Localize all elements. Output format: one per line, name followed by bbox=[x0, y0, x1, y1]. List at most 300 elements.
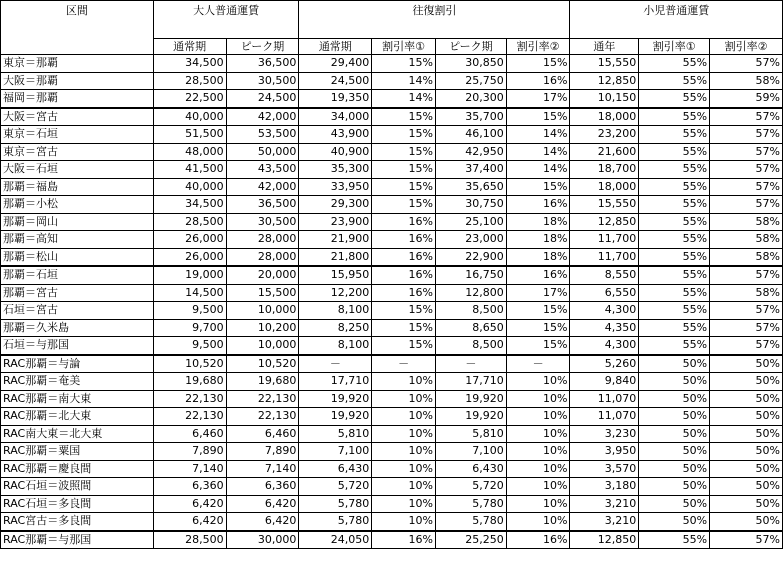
fare-cell: 9,500 bbox=[153, 337, 226, 355]
fare-cell: 34,500 bbox=[153, 196, 226, 214]
fare-cell: 10% bbox=[506, 478, 570, 496]
fare-cell: 55% bbox=[639, 196, 710, 214]
fare-cell: 10% bbox=[506, 390, 570, 408]
fare-cell: 30,850 bbox=[435, 55, 506, 73]
fare-cell: 5,780 bbox=[435, 495, 506, 513]
subheader-child-discount2: 割引率② bbox=[710, 39, 783, 55]
fare-cell: 57% bbox=[710, 337, 783, 355]
fare-cell: 57% bbox=[710, 302, 783, 320]
fare-cell: 19,920 bbox=[435, 408, 506, 426]
fare-cell: 55% bbox=[639, 55, 710, 73]
fare-cell: 48,000 bbox=[153, 143, 226, 161]
header-route: 区間 bbox=[1, 1, 154, 55]
fare-cell: 50% bbox=[710, 513, 783, 531]
fare-cell: 10% bbox=[372, 408, 436, 426]
fare-cell: 55% bbox=[639, 90, 710, 108]
table-row bbox=[1, 390, 783, 408]
fare-cell: 23,200 bbox=[570, 126, 639, 144]
fare-cell: 55% bbox=[639, 266, 710, 284]
fare-cell: 30,750 bbox=[435, 196, 506, 214]
fare-cell: 15% bbox=[372, 302, 436, 320]
fare-cell: 28,500 bbox=[153, 72, 226, 90]
fare-cell: 20,300 bbox=[435, 90, 506, 108]
route-cell: RAC石垣＝波照間 bbox=[1, 478, 154, 496]
fare-cell: 8,500 bbox=[435, 337, 506, 355]
fare-cell: 58% bbox=[710, 248, 783, 266]
fare-cell: 10,200 bbox=[226, 319, 299, 337]
table-row bbox=[1, 231, 783, 249]
table-row bbox=[1, 355, 783, 373]
route-cell: RAC那覇＝北大東 bbox=[1, 408, 154, 426]
fare-cell: 55% bbox=[639, 302, 710, 320]
fare-cell: 15% bbox=[372, 161, 436, 179]
route-cell: 石垣＝与那国 bbox=[1, 337, 154, 355]
fare-cell: 50% bbox=[710, 478, 783, 496]
fare-cell: 55% bbox=[639, 143, 710, 161]
header-adult-fare: 大人普通運賃 bbox=[153, 1, 299, 39]
fare-cell: 58% bbox=[710, 72, 783, 90]
fare-cell: 10% bbox=[372, 443, 436, 461]
fare-cell: 29,400 bbox=[299, 55, 372, 73]
fare-cell: 19,350 bbox=[299, 90, 372, 108]
fare-cell: 22,130 bbox=[226, 408, 299, 426]
fare-cell: 5,720 bbox=[299, 478, 372, 496]
table-row bbox=[1, 460, 783, 478]
fare-cell: 21,600 bbox=[570, 143, 639, 161]
fare-cell: 7,140 bbox=[153, 460, 226, 478]
subheader-rt-discount2: 割引率② bbox=[506, 39, 570, 55]
fare-cell: 5,810 bbox=[299, 425, 372, 443]
fare-cell: 57% bbox=[710, 108, 783, 126]
header-child-fare: 小児普通運賃 bbox=[570, 1, 783, 39]
route-cell: 那覇＝宮古 bbox=[1, 284, 154, 302]
fare-cell: 15% bbox=[506, 319, 570, 337]
table-row bbox=[1, 196, 783, 214]
fare-cell: 14% bbox=[372, 90, 436, 108]
fare-cell: 53,500 bbox=[226, 126, 299, 144]
fare-cell: 50% bbox=[710, 408, 783, 426]
fare-cell: 15% bbox=[506, 108, 570, 126]
fare-cell: 29,300 bbox=[299, 196, 372, 214]
fare-cell: 15,550 bbox=[570, 55, 639, 73]
fare-cell: 20,000 bbox=[226, 266, 299, 284]
fare-cell: 16% bbox=[372, 531, 436, 549]
fare-cell: 5,810 bbox=[435, 425, 506, 443]
fare-cell: 6,460 bbox=[226, 425, 299, 443]
table-row bbox=[1, 284, 783, 302]
fare-cell: 42,950 bbox=[435, 143, 506, 161]
fare-cell: 6,420 bbox=[153, 513, 226, 531]
fare-cell: 19,680 bbox=[153, 373, 226, 391]
fare-cell: 23,900 bbox=[299, 213, 372, 231]
fare-cell: 34,500 bbox=[153, 55, 226, 73]
route-cell: RAC宮古＝多良間 bbox=[1, 513, 154, 531]
fare-cell: 14% bbox=[506, 143, 570, 161]
fare-cell: 50,000 bbox=[226, 143, 299, 161]
fare-cell: 15% bbox=[506, 178, 570, 196]
subheader-child-discount1: 割引率① bbox=[639, 39, 710, 55]
fare-cell: 21,900 bbox=[299, 231, 372, 249]
fare-cell: 16% bbox=[506, 72, 570, 90]
fare-cell: 19,920 bbox=[299, 408, 372, 426]
route-cell: RAC那覇＝粟国 bbox=[1, 443, 154, 461]
fare-cell: 3,230 bbox=[570, 425, 639, 443]
fare-cell: 15% bbox=[506, 55, 570, 73]
fare-cell: 12,850 bbox=[570, 72, 639, 90]
fare-cell: 10,000 bbox=[226, 302, 299, 320]
table-row bbox=[1, 72, 783, 90]
fare-cell: 18,700 bbox=[570, 161, 639, 179]
fare-cell: 55% bbox=[639, 72, 710, 90]
subheader-adult-regular: 通常期 bbox=[153, 39, 226, 55]
fare-cell: 19,680 bbox=[226, 373, 299, 391]
fare-cell: 40,000 bbox=[153, 108, 226, 126]
fare-cell: 50% bbox=[639, 495, 710, 513]
fare-cell: 58% bbox=[710, 284, 783, 302]
fare-cell: 55% bbox=[639, 231, 710, 249]
fare-cell: 9,840 bbox=[570, 373, 639, 391]
route-cell: RAC那覇＝慶良間 bbox=[1, 460, 154, 478]
fare-cell: 10% bbox=[372, 495, 436, 513]
subheader-rt-discount1: 割引率① bbox=[372, 39, 436, 55]
fare-cell: 55% bbox=[639, 319, 710, 337]
fare-cell: 22,500 bbox=[153, 90, 226, 108]
fare-cell: 50% bbox=[710, 443, 783, 461]
table-row bbox=[1, 55, 783, 73]
fare-cell: 5,780 bbox=[435, 513, 506, 531]
fare-cell: 18% bbox=[506, 248, 570, 266]
table-row bbox=[1, 373, 783, 391]
route-cell: 大阪＝那覇 bbox=[1, 72, 154, 90]
fare-cell: 10% bbox=[506, 460, 570, 478]
fare-cell: 55% bbox=[639, 126, 710, 144]
fare-cell: 10% bbox=[372, 373, 436, 391]
fare-cell: 16% bbox=[506, 196, 570, 214]
fare-cell: 50% bbox=[639, 513, 710, 531]
fare-cell: 35,300 bbox=[299, 161, 372, 179]
fare-cell: 40,000 bbox=[153, 178, 226, 196]
fare-cell: 7,140 bbox=[226, 460, 299, 478]
fare-cell: 57% bbox=[710, 196, 783, 214]
fare-cell: 55% bbox=[639, 284, 710, 302]
fare-cell: 50% bbox=[639, 373, 710, 391]
fare-cell: 55% bbox=[639, 531, 710, 549]
fare-cell: 4,350 bbox=[570, 319, 639, 337]
fare-cell: － bbox=[372, 355, 436, 373]
fare-cell: 10,520 bbox=[226, 355, 299, 373]
fare-cell: 10,520 bbox=[153, 355, 226, 373]
fare-cell: 10% bbox=[506, 373, 570, 391]
fare-cell: 55% bbox=[639, 178, 710, 196]
fare-cell: 15% bbox=[372, 108, 436, 126]
fare-cell: 21,800 bbox=[299, 248, 372, 266]
fare-cell: 16% bbox=[372, 231, 436, 249]
fare-cell: 15% bbox=[506, 302, 570, 320]
fare-cell: 6,360 bbox=[153, 478, 226, 496]
fare-cell: 36,500 bbox=[226, 196, 299, 214]
fare-cell: 10% bbox=[506, 495, 570, 513]
fare-cell: 8,500 bbox=[435, 302, 506, 320]
fare-cell: 18,000 bbox=[570, 178, 639, 196]
fare-cell: 42,000 bbox=[226, 108, 299, 126]
fare-cell: 35,700 bbox=[435, 108, 506, 126]
fare-cell: 50% bbox=[639, 408, 710, 426]
fare-cell: 28,500 bbox=[153, 213, 226, 231]
route-cell: RAC那覇＝与論 bbox=[1, 355, 154, 373]
fare-cell: 57% bbox=[710, 126, 783, 144]
table-row bbox=[1, 337, 783, 355]
fare-cell: 55% bbox=[639, 337, 710, 355]
fare-cell: 40,900 bbox=[299, 143, 372, 161]
fare-cell: 28,000 bbox=[226, 248, 299, 266]
fare-cell: 50% bbox=[639, 390, 710, 408]
fare-cell: 50% bbox=[710, 425, 783, 443]
fare-cell: 36,500 bbox=[226, 55, 299, 73]
fare-cell: 17,710 bbox=[299, 373, 372, 391]
fare-cell: 18% bbox=[506, 213, 570, 231]
fare-cell: 11,070 bbox=[570, 408, 639, 426]
fare-cell: 25,750 bbox=[435, 72, 506, 90]
fare-cell: 50% bbox=[639, 355, 710, 373]
fare-cell: 9,700 bbox=[153, 319, 226, 337]
fare-cell: 5,780 bbox=[299, 513, 372, 531]
fare-cell: 37,400 bbox=[435, 161, 506, 179]
fare-cell: 58% bbox=[710, 231, 783, 249]
fare-cell: 34,000 bbox=[299, 108, 372, 126]
fare-cell: 15,550 bbox=[570, 196, 639, 214]
route-cell: 那覇＝松山 bbox=[1, 248, 154, 266]
fare-cell: 25,250 bbox=[435, 531, 506, 549]
fare-cell: 6,420 bbox=[226, 513, 299, 531]
fare-cell: 16% bbox=[506, 531, 570, 549]
fare-cell: 35,650 bbox=[435, 178, 506, 196]
fare-cell: 6,460 bbox=[153, 425, 226, 443]
table-row bbox=[1, 90, 783, 108]
fare-cell: 15% bbox=[506, 337, 570, 355]
fare-cell: 11,070 bbox=[570, 390, 639, 408]
table-row bbox=[1, 319, 783, 337]
fare-cell: 8,250 bbox=[299, 319, 372, 337]
fare-cell: 22,130 bbox=[226, 390, 299, 408]
fare-cell: 10% bbox=[372, 425, 436, 443]
route-cell: 東京＝宮古 bbox=[1, 143, 154, 161]
fare-cell: 10% bbox=[506, 513, 570, 531]
route-cell: 那覇＝石垣 bbox=[1, 266, 154, 284]
fare-cell: 58% bbox=[710, 213, 783, 231]
fare-cell: 57% bbox=[710, 319, 783, 337]
route-cell: 大阪＝石垣 bbox=[1, 161, 154, 179]
fare-cell: 30,500 bbox=[226, 213, 299, 231]
fare-cell: 12,850 bbox=[570, 531, 639, 549]
fare-cell: 6,420 bbox=[153, 495, 226, 513]
fare-cell: 14% bbox=[506, 126, 570, 144]
fare-cell: 23,000 bbox=[435, 231, 506, 249]
fare-cell: 14,500 bbox=[153, 284, 226, 302]
route-cell: RAC那覇＝南大東 bbox=[1, 390, 154, 408]
fare-cell: 16% bbox=[372, 284, 436, 302]
table-row bbox=[1, 408, 783, 426]
fare-cell: 6,420 bbox=[226, 495, 299, 513]
table-row bbox=[1, 443, 783, 461]
fare-cell: 19,920 bbox=[299, 390, 372, 408]
route-cell: 福岡＝那覇 bbox=[1, 90, 154, 108]
fare-cell: 42,000 bbox=[226, 178, 299, 196]
fare-cell: 22,130 bbox=[153, 408, 226, 426]
route-cell: RAC石垣＝多良間 bbox=[1, 495, 154, 513]
subheader-adult-peak: ピーク期 bbox=[226, 39, 299, 55]
fare-cell: 15% bbox=[372, 178, 436, 196]
fare-cell: 50% bbox=[710, 460, 783, 478]
fare-cell: 11,700 bbox=[570, 248, 639, 266]
route-cell: RAC那覇＝奄美 bbox=[1, 373, 154, 391]
fare-cell: 12,800 bbox=[435, 284, 506, 302]
fare-cell: 10% bbox=[506, 443, 570, 461]
table-row bbox=[1, 126, 783, 144]
route-cell: 那覇＝高知 bbox=[1, 231, 154, 249]
fare-cell: 57% bbox=[710, 143, 783, 161]
fare-cell: 3,210 bbox=[570, 495, 639, 513]
fare-cell: 17% bbox=[506, 284, 570, 302]
fare-cell: 15,950 bbox=[299, 266, 372, 284]
fare-cell: － bbox=[506, 355, 570, 373]
fare-cell: 14% bbox=[506, 161, 570, 179]
fare-cell: 10% bbox=[372, 513, 436, 531]
fare-cell: 51,500 bbox=[153, 126, 226, 144]
fare-cell: 41,500 bbox=[153, 161, 226, 179]
fare-cell: 50% bbox=[710, 373, 783, 391]
table-row bbox=[1, 425, 783, 443]
fare-cell: 16% bbox=[372, 213, 436, 231]
fare-cell: 15% bbox=[372, 319, 436, 337]
header-round-trip: 往復割引 bbox=[299, 1, 570, 39]
fare-cell: 4,300 bbox=[570, 337, 639, 355]
fare-cell: 24,050 bbox=[299, 531, 372, 549]
table-row bbox=[1, 513, 783, 531]
fare-cell: 50% bbox=[639, 425, 710, 443]
fare-cell: 15% bbox=[372, 337, 436, 355]
fare-cell: 16% bbox=[372, 266, 436, 284]
fare-cell: 24,500 bbox=[226, 90, 299, 108]
fare-cell: － bbox=[435, 355, 506, 373]
fare-cell: 5,720 bbox=[435, 478, 506, 496]
fare-cell: 3,570 bbox=[570, 460, 639, 478]
subheader-rt-regular: 通常期 bbox=[299, 39, 372, 55]
fare-cell: 10% bbox=[506, 408, 570, 426]
table-row bbox=[1, 178, 783, 196]
fare-cell: 4,300 bbox=[570, 302, 639, 320]
table-row bbox=[1, 161, 783, 179]
table-row bbox=[1, 108, 783, 126]
fare-cell: 55% bbox=[639, 161, 710, 179]
fare-cell: 10% bbox=[506, 425, 570, 443]
route-cell: RAC那覇＝与那国 bbox=[1, 531, 154, 549]
fare-cell: 15% bbox=[372, 55, 436, 73]
fare-cell: 15% bbox=[372, 126, 436, 144]
fare-cell: 7,100 bbox=[299, 443, 372, 461]
fare-cell: 57% bbox=[710, 161, 783, 179]
fare-cell: 28,000 bbox=[226, 231, 299, 249]
fare-cell: 16,750 bbox=[435, 266, 506, 284]
fare-cell: 55% bbox=[639, 213, 710, 231]
fare-cell: 50% bbox=[710, 390, 783, 408]
fare-cell: 3,210 bbox=[570, 513, 639, 531]
fare-cell: 15% bbox=[372, 143, 436, 161]
fare-cell: 17% bbox=[506, 90, 570, 108]
fare-cell: 24,500 bbox=[299, 72, 372, 90]
fare-cell: 50% bbox=[710, 495, 783, 513]
fare-cell: 5,780 bbox=[299, 495, 372, 513]
route-cell: 那覇＝小松 bbox=[1, 196, 154, 214]
fare-cell: － bbox=[299, 355, 372, 373]
fare-cell: 57% bbox=[710, 531, 783, 549]
subheader-child-yearround: 通年 bbox=[570, 39, 639, 55]
fare-cell: 15% bbox=[372, 196, 436, 214]
fare-cell: 8,550 bbox=[570, 266, 639, 284]
fare-cell: 57% bbox=[710, 55, 783, 73]
fare-cell: 22,900 bbox=[435, 248, 506, 266]
fare-cell: 57% bbox=[710, 266, 783, 284]
fare-cell: 18,000 bbox=[570, 108, 639, 126]
fare-cell: 8,100 bbox=[299, 337, 372, 355]
fare-cell: 10% bbox=[372, 478, 436, 496]
table-row bbox=[1, 266, 783, 284]
fare-cell: 43,900 bbox=[299, 126, 372, 144]
header-row-main bbox=[1, 1, 783, 39]
fare-cell: 6,430 bbox=[299, 460, 372, 478]
fare-cell: 50% bbox=[710, 355, 783, 373]
fare-cell: 26,000 bbox=[153, 248, 226, 266]
fare-cell: 3,180 bbox=[570, 478, 639, 496]
fare-cell: 16% bbox=[372, 248, 436, 266]
fare-cell: 11,700 bbox=[570, 231, 639, 249]
fare-cell: 16% bbox=[506, 266, 570, 284]
table-row bbox=[1, 495, 783, 513]
table-row bbox=[1, 248, 783, 266]
route-cell: 那覇＝岡山 bbox=[1, 213, 154, 231]
fare-cell: 8,650 bbox=[435, 319, 506, 337]
fare-cell: 12,850 bbox=[570, 213, 639, 231]
fare-cell: 33,950 bbox=[299, 178, 372, 196]
fare-cell: 15,500 bbox=[226, 284, 299, 302]
route-cell: 東京＝那覇 bbox=[1, 55, 154, 73]
fare-cell: 43,500 bbox=[226, 161, 299, 179]
fare-cell: 3,950 bbox=[570, 443, 639, 461]
fare-cell: 7,890 bbox=[153, 443, 226, 461]
fare-table-body bbox=[1, 55, 783, 549]
fare-cell: 18% bbox=[506, 231, 570, 249]
fare-cell: 10% bbox=[372, 390, 436, 408]
fare-cell: 46,100 bbox=[435, 126, 506, 144]
fare-cell: 50% bbox=[639, 478, 710, 496]
fare-cell: 10% bbox=[372, 460, 436, 478]
fare-cell: 50% bbox=[639, 460, 710, 478]
fare-cell: 28,500 bbox=[153, 531, 226, 549]
fare-cell: 10,000 bbox=[226, 337, 299, 355]
fare-cell: 30,000 bbox=[226, 531, 299, 549]
table-row bbox=[1, 143, 783, 161]
subheader-rt-peak: ピーク期 bbox=[435, 39, 506, 55]
route-cell: 那覇＝福島 bbox=[1, 178, 154, 196]
fare-cell: 59% bbox=[710, 90, 783, 108]
table-row bbox=[1, 213, 783, 231]
fare-cell: 30,500 bbox=[226, 72, 299, 90]
fare-cell: 12,200 bbox=[299, 284, 372, 302]
fare-cell: 55% bbox=[639, 108, 710, 126]
fare-cell: 22,130 bbox=[153, 390, 226, 408]
fare-cell: 17,710 bbox=[435, 373, 506, 391]
fare-cell: 55% bbox=[639, 248, 710, 266]
table-row bbox=[1, 302, 783, 320]
